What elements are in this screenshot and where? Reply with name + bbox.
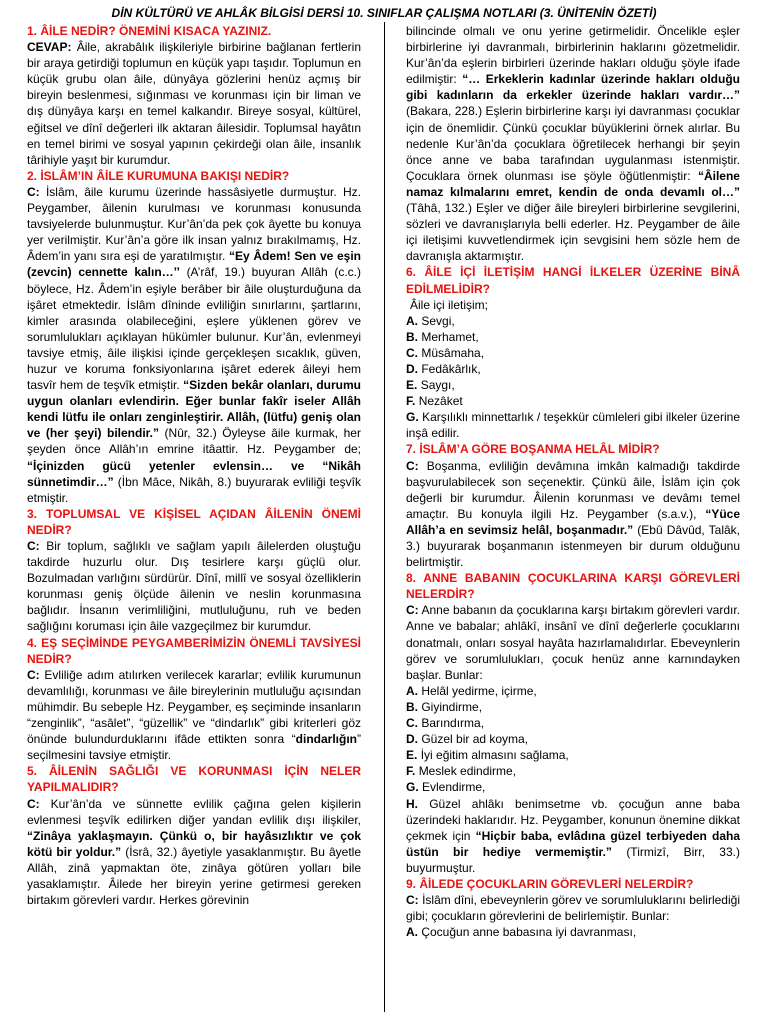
question-1: 1. ÂİLE NEDİR? ÖNEMİNİ KISACA YAZINIZ. [27, 24, 272, 38]
quote: “Hiçbir baba, evlâdına güzel terbiyeden daha üstün bir hediye vermemiştir.” [406, 828, 741, 859]
list-text: Evlendirme, [422, 780, 486, 795]
list-text: Merhamet, [421, 329, 479, 344]
list-item [406, 924, 740, 940]
answer-text: İslâm dîni, ebeveynlerin görev ve sorumluluklarını belirlediği gibi; çocukların görevlerini de belirlemiştir. Bunlar: [406, 893, 740, 924]
list-item [406, 779, 740, 795]
list-text: Meslek edindirme, [418, 764, 517, 779]
quote: “Zinâya yaklaşmayın. Çünkü o, bir hayâsızlıktır ve çok kötü bir yoldur.” [27, 828, 361, 859]
list-item [406, 377, 740, 393]
answer-text: bilincinde olmalı ve onu yerine getirmelidir. Öncelikle eşler birbirlerine iyi davranmalı, birbirlerinin haklarını gözetmelidir. Kur’ân’da eşlerin birbirleri üzerinde hakları olduğu şöyle ifade edilmiştir: [406, 24, 740, 87]
list-letter: D. [406, 732, 418, 747]
answer-9 [406, 892, 740, 924]
list-text: İyi eğitim almasını sağlama, [420, 748, 569, 763]
list-text: Nezâket [418, 394, 463, 409]
question-3: 3. TOPLUMSAL VE KİŞİSEL AÇIDAN ÂİLENİN ÖNEMİ NEDİR? [27, 506, 361, 537]
answer-label: C: [406, 603, 419, 618]
answer-text: (Bakara, 228.) Eşlerin birbirlerine karşı iyi davranması çocuklar için de önemlidir. Çünkü çocuklar büyüklerini örnek alırlar. Bu nedenle Kur’ân’da çocuklara öğretilecek herhangi bir şeyin önce anne ve baba tarafından uygulanması istenmiştir. Çocuklara örnek olunması ise şöyle öğütlenmiştir: [406, 104, 740, 183]
quote: “Yüce Allâh’a en sevimsiz helâl, boşanmadır.” [406, 506, 740, 537]
list-text: Karşılıklı minnettarlık / teşekkür cümleleri gibi ilkeler üzerine inşâ edilir. [406, 410, 740, 441]
list-letter: G. [406, 780, 419, 795]
answer-text: (İbn Mâce, Nikâh, 8.) buyurarak evliliği teşvîk etmiştir. [27, 474, 361, 505]
list-text: Barındırma, [421, 716, 485, 731]
list-item [406, 763, 740, 779]
list-item [406, 683, 740, 699]
answer-8-list [406, 683, 740, 876]
list-letter: F. [406, 394, 416, 409]
answer-6-list [406, 313, 740, 442]
list-letter: H. [406, 796, 418, 811]
answer-text: (A’râf, 19.) buyuran Allâh (c.c.) böylece, Hz. Âdem’in eşiyle berâber bir âile oluşturduğuna da işâret etmektedir. İslâm dîninde evliliğin sınırlarını, şartlarını, kimler arasında olabileceğini, eşlere yüklenen görev ve sorumlulukları açıklayan hükümler bulunur. Kur’ân, evlenmeyi tavsiye etmiş, âile ilişkisi içinde gerçekleşen sıcaklık, güven, huzur ve koruma fonksiyonlarına işâret ederek âileyi hem tasvîr hem de teşvîk etmiştir. [27, 265, 361, 393]
answer-7 [406, 458, 740, 571]
answer-label: CEVAP: [27, 40, 72, 55]
list-item [406, 699, 740, 715]
left-column [27, 23, 361, 908]
list-item [406, 345, 740, 361]
emphasis: dindarlığın [295, 732, 357, 747]
list-letter: G. [406, 410, 419, 425]
list-item [406, 393, 740, 409]
answer-text: Evliliğe adım atılırken verilecek kararlar; evlilik kurumunun devamlılığı, korunması ve âile bireylerinin mutluluğu açısından mühimdir. Bu sebeple Hz. Peygamber, eş seçiminde insanların “zenginlik”, “asâlet”, “güzellik” ve “dindarlık” gibi kriterleri göz önünde bulundurduklarını ifâde ettikten sonra “ [27, 667, 361, 747]
list-letter: D. [406, 361, 418, 376]
list-letter: C. [406, 345, 418, 360]
list-letter: E. [406, 748, 418, 763]
answer-label: C: [27, 539, 40, 553]
quote: “İçinizden gücü yetenler evlensin… ve “Nikâh sünnetimdir…” [27, 458, 361, 489]
list-item [406, 747, 740, 763]
list-letter: A. [406, 925, 418, 940]
question-8: 8. ANNE BABANIN ÇOCUKLARINA KARŞI GÖREVLERİ NELERDİR? [406, 571, 740, 602]
question-2: 2. İSLÂM’IN ÂİLE KURUMUNA BAKIŞI NEDİR? [27, 168, 290, 183]
answer-6-intro: Âile içi iletişim; [410, 297, 489, 312]
answer-text: Kur’ân’da ve sünnette evlilik çağına gelen kişilerin evlenmesi teşvîk edilirken diğer yandan evlilik dışı ilişkiler, [27, 796, 361, 827]
question-7: 7. İSLÂM’A GÖRE BOŞANMA HELÂL MİDİR? [406, 442, 660, 457]
list-text: Çocuğun anne babasına iyi davranması, [421, 925, 637, 940]
list-item [406, 796, 740, 876]
list-item [406, 329, 740, 345]
answer-label: C: [27, 667, 40, 682]
list-text: Güzel bir ad koyma, [421, 732, 529, 747]
list-text: Müsâmaha, [421, 345, 485, 360]
list-letter: A. [406, 313, 418, 328]
list-text: Giyindirme, [421, 699, 483, 714]
list-item [406, 715, 740, 731]
list-letter: B. [406, 699, 418, 714]
answer-5 [27, 796, 361, 909]
answer-2 [27, 184, 361, 506]
answer-text: Anne babanın da çocuklarına karşı birtakım görevleri vardır. Anne ve babalar; ahlâkî, insânî ve dînî değerlerle çocuklarını donatmalı, onları sosyal hayâta hazırlamalıdırlar. Ebeveynlerin görev ve sorumlulukları, çocuk henüz anne karnındayken başlar. Bunlar: [406, 603, 741, 682]
answer-text: Boşanma, evliliğin devâmına imkân kalmadığı takdirde başvurulabilecek son seçenektir. Çünkü âile, İslâm için çok değerli bir kurumdur. Âilenin korunması ve devâmı temel amaçtır. Bu konuyla ilgili Hz. Peygamber (s.a.v.), [406, 458, 740, 521]
list-letter: F. [406, 764, 416, 779]
answer-3 [27, 538, 361, 635]
list-item [406, 409, 740, 441]
answer-text: (Nûr, 32.) Öyleyse âile kurmak, her şeyden önce Allâh’ın emrine itâattir. Hz. Peygamber de; [27, 426, 361, 457]
list-item [406, 731, 740, 747]
page-title: DİN KÜLTÜRÜ VE AHLÂK BİLGİSİ DERSİ 10. SINIFLAR ÇALIŞMA NOTLARI (3. ÜNİTENİN ÖZETİ) [111, 6, 657, 20]
quote: “Sizden bekâr olanları, durumu uygun olanları evlendirin. Eğer bunlar fakîr iseler Allâh kendi lütfu ile onları zenginleştirir. Allâh, (lütfu) geniş olan ve (her şeyi) bilendir.” [27, 378, 362, 441]
answer-text: Âile, akrabâlık ilişkileriyle birbirine bağlanan fertlerin bir araya getirdiği toplumun en küçük yapı taşıdır. Toplumun en küçük grubu olan âile, dünyâya gözlerini henüz açmış bir bireyin beslenmesi, sığınması ve korunması için bir liman ve dış dünyâya karşı en temel kalkandır. Bireye sosyal, kültürel, eğitsel ve dînî değerleri ilk aktaran âilesidir. Toplumsal hayâtın en temel birimi ve sosyal yapının çekirdeği olan âile, insanlık târihiyle yaşıt bir kurumdur. [27, 40, 362, 167]
answer-label: C: [406, 893, 419, 908]
quote: “Âilene namaz kılmalarını emret, kendin de onda devamlı ol…” [406, 168, 740, 199]
list-text: Güzel ahlâkı benimsetme vb. çocuğun anne baba üzerindeki haklarıdır. Hz. Peygamber, konunun önemine dikkat çekmek için [406, 796, 740, 843]
question-5: 5. ÂİLENİN SAĞLIĞI VE KORUNMASI İÇİN NELER YAPILMALIDIR? [27, 764, 361, 795]
list-text: Saygı, [420, 378, 455, 393]
list-item [406, 313, 740, 329]
list-text: Helâl yedirme, içirme, [421, 683, 537, 698]
list-text: (Tirmizî, Birr, 33.) buyurmuştur. [406, 844, 740, 875]
question-6: 6. ÂİLE İÇİ İLETİŞİM HANGİ İLKELER ÜZERİNE BİNÂ EDİLMELİDİR? [406, 265, 740, 296]
question-9: 9. ÂİLEDE ÇOCUKLARIN GÖREVLERİ NELERDİR? [406, 876, 694, 891]
answer-4 [27, 667, 361, 764]
quote: “… Erkeklerin kadınlar üzerinde hakları olduğu gibi kadınların da erkekler üzerinde hakları vardır…” [406, 72, 740, 103]
answer-1 [27, 39, 361, 168]
answer-text: Bir toplum, sağlıklı ve sağlam yapılı âilelerden oluştuğu takdirde huzurlu olur. Dış tesirlere karşı güçlü olur. Bozulmadan varlığını sürdürür. Dînî, millî ve sosyal özelliklerin korunması geniş ölçüde âilenin ve neslin korunmasına bağlıdır. İnsanın verimliliğini, mutluluğunu, ruh ve beden sağlığını koruması için âile vazgeçilmez bir kurumdur. [27, 539, 361, 634]
quote: “Ey Âdem! Sen ve eşin (zevcin) cennette kalın…’’ [27, 249, 361, 280]
answer-text: (Ebû Dâvûd, Talâk, 3.) buyurarak boşanmanın istenmeyen bir durum olduğunu belirtmiştir. [406, 522, 740, 570]
list-text: Sevgi, [421, 313, 455, 328]
column-divider [384, 22, 385, 1012]
list-letter: E. [406, 378, 418, 393]
right-column [406, 23, 740, 940]
answer-label: C: [27, 796, 40, 811]
list-letter: B. [406, 329, 418, 344]
answer-text: ” seçilmesini tavsiye etmiştir. [27, 732, 361, 763]
list-text: Fedâkârlık, [421, 361, 481, 376]
list-item [406, 361, 740, 377]
answer-5-continued [406, 23, 740, 264]
answer-text: İslâm, âile kurumu üzerinde hassâsiyetle durmuştur. Hz. Peygamber, âilenin kurulması ve korunması konusunda tavsiyelerde bulunmuştur. Kur’ân’da pek çok âyette bu konuya yer verilmiştir. Kur’ân’a göre ilk insan yalnız bırakılmamış, Hz. Âdem’in yanı sıra eşi de yaratılmıştır. [27, 184, 361, 264]
answer-label: C: [27, 184, 40, 199]
answer-label: C: [406, 458, 419, 473]
answer-text: (Tâhâ, 132.) Eşler ve diğer âile bireyleri birbirlerine sevgilerini, sözleri ve davranışlarıyla belli ederler. Hz. Peygamber de âile içi iletişimi kuvvetlendirmek için sevgisini hem sözle hem de davranışla aktarmıştır. [406, 201, 740, 264]
list-letter: A. [406, 683, 418, 698]
answer-8-intro [406, 602, 740, 682]
list-letter: C. [406, 716, 418, 731]
question-4: 4. EŞ SEÇİMİNDE PEYGAMBERİMİZİN ÖNEMLİ TAVSİYESİ NEDİR? [27, 635, 361, 666]
answer-text: (İsrâ, 32.) âyetiyle yasaklanmıştır. Bu âyetle Allâh, zinâ yapmaktan öte, zinâya götüren yolları bile yasaklamıştır. Âilede her bireyin yerine getirmesi gereken birtakım görevleri vardır. Herkes görevinin [27, 844, 361, 908]
